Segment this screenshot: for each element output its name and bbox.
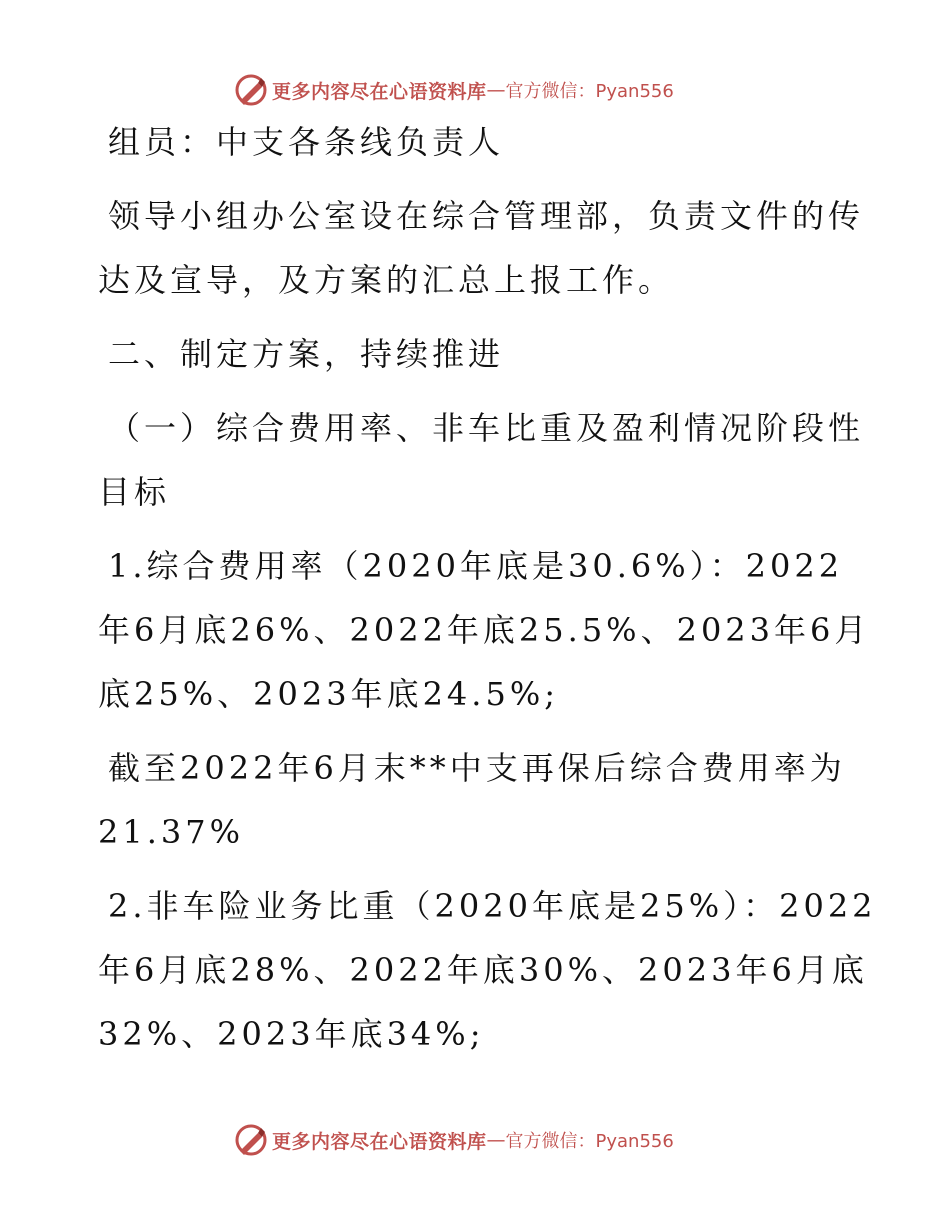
watermark-text: 更多内容尽在心语资料库 (272, 1130, 487, 1153)
paragraph-members: 组员：中支各条线负责人 (108, 123, 505, 161)
watermark-dash: — (486, 1129, 506, 1151)
pen-logo-icon (234, 73, 268, 107)
footer-watermark (234, 1122, 674, 1158)
watermark-dash: — (486, 79, 506, 101)
paragraph-office: 领导小组办公室设在综合管理部，负责文件的传达及宣导，及方案的汇总上报工作。 (98, 197, 865, 299)
pen-logo-icon (234, 1123, 268, 1157)
watermark-text: 更多内容尽在心语资料库 (272, 80, 487, 103)
list-item: 2.非车险业务比重（2020年底是25%）：2022年6月底28%、2022年底30%、2023年6月底32%、2023年底34%; (98, 887, 877, 1053)
header-watermark (234, 72, 674, 108)
watermark-wechat: 官方微信：Pyan556 (505, 1131, 674, 1152)
section-heading: 二、制定方案，持续推进 (108, 335, 505, 373)
watermark-wechat: 官方微信：Pyan556 (505, 81, 674, 102)
subsection-heading: （一）综合费用率、非车比重及盈利情况阶段性目标 (98, 409, 865, 511)
document-body (98, 110, 878, 1076)
paragraph-note: 截至2022年6月末**中支再保后综合费用率为21.37% (98, 749, 846, 851)
list-item: 1.综合费用率（2020年底是30.6%）：2022年6月底26%、2022年底25.5%、2023年6月底25%、2023年底24.5%; (98, 547, 871, 713)
